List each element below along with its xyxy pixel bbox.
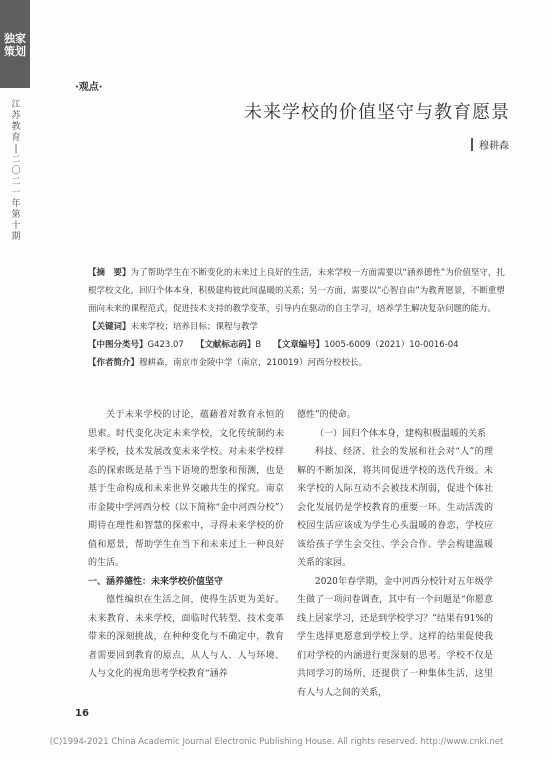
class-label: 【中图分类号】 xyxy=(88,340,148,350)
section-tag: ·观点· xyxy=(75,82,103,93)
article-no-value: 1005-6009（2021）10-0016-04 xyxy=(324,340,459,350)
journal-char: 苏 xyxy=(11,111,21,121)
journal-char: 年 xyxy=(11,199,21,209)
band-line-1: 独家 xyxy=(4,32,26,45)
journal-char: 十 xyxy=(11,221,21,231)
article-no-label: 【文章编号】 xyxy=(273,340,325,350)
author-divider xyxy=(471,138,473,151)
journal-char: 一 xyxy=(11,188,21,198)
journal-char: 育 xyxy=(11,133,21,143)
classification-line xyxy=(88,336,513,354)
body-paragraph: 关于未来学校的讨论，蕴藉着对教育永恒的思索。时代变化决定未来学校，文化传统制约未来学校，技术发展改变未来学校。对未来学校样态的探索既是基于当下语境的想象和预测，也是基于生命构成和未来世界交融共生的探究。南京市金陵中学河西分校（以下简称“金中河西分校”）期待在理性和智慧的探索中，寻得未来学校的价值和愿景，帮助学生在当下和未来过上一种良好的生活。 xyxy=(88,410,284,568)
journal-char: 第 xyxy=(11,210,21,220)
journal-char: 期 xyxy=(11,232,21,242)
journal-char: | xyxy=(14,144,18,154)
page-number: 16 xyxy=(75,708,89,719)
copyright-footer: (C)1994-2021 China Academic Journal Electronic Publishing House. All rights reserved. http://www.cnki.net xyxy=(49,737,504,747)
body-column-left xyxy=(88,406,284,684)
body-paragraph: 德性编织在生活之间，使得生活更为美好。未来教育、未来学校，面临时代转型、技术变革带来的深刻挑战，在种种变化与不确定中，教育者需要回到教育的原点，从人与人、人与环境、人与文化的视角思考学校教育“涵养 xyxy=(88,595,284,679)
body-paragraph: 2020年春学期，金中河西分校针对五年级学生做了一项问卷调查，其中有一个问题是“你愿意线上居家学习，还是到学校学习？”结果有91%的学生选择更愿意到学校上学。这样的结果促使我们对学校的内涵进行更深刻的思考。学校不仅是共同学习的场所，还提供了一种集体生活，这里有人与人之间的关系， xyxy=(297,576,493,698)
class-value: G423.07 xyxy=(147,340,184,350)
body-column-right xyxy=(297,406,493,702)
journal-char: 二 xyxy=(11,177,21,187)
journal-char: 江 xyxy=(11,100,21,110)
journal-char: 二 xyxy=(11,155,21,165)
abstract-label: 【摘 要】 xyxy=(88,268,131,278)
keywords-label: 【关键词】 xyxy=(88,322,131,332)
band-line-2: 策划 xyxy=(4,45,26,58)
author-intro-label: 【作者简介】 xyxy=(88,358,140,368)
body-paragraph: 科技、经济、社会的发展和社会对“人”的理解的不断加深，将共同促进学校的迭代升级。未来学校的人际互动不会被技术削弱，促进个体社会化发展仍是学校教育的重要一环。生动活泼的校园生活应该成为学生心头温暖的眷恋，学校应该给孩子学生会交往、学会合作、学会构建温暖关系的家园。 xyxy=(297,447,493,568)
section-heading: 一、涵养德性：未来学校价值坚守 xyxy=(88,576,224,587)
section-band xyxy=(0,0,30,88)
doc-value: B xyxy=(255,340,262,350)
subsection-heading: （一）回归个体本身，建构积极温暖的关系 xyxy=(315,428,487,439)
keywords-value: 未来学校；培养目标；课程与教学 xyxy=(130,322,259,332)
doc-label: 【文献标志码】 xyxy=(195,340,256,350)
journal-char: 教 xyxy=(11,122,21,132)
abstract-paragraph xyxy=(88,264,513,318)
journal-char: 〇 xyxy=(11,166,21,176)
abstract-text: 为了帮助学生在不断变化的未来过上良好的生活，未来学校一方面需要以“涵养德性”为价值坚守，扎根学校文化，回归个体本身，积极建构彼此间温暖的关系；另一方面，需要以“心智自由”为教育愿景，不断重塑面向未来的课程范式，促进技术支持的教学变革，引导内在驱动的自主学习，培养学生解决复杂问题的能力。 xyxy=(88,268,505,314)
author-block xyxy=(471,137,509,152)
author-intro-line xyxy=(88,354,513,372)
journal-name-vertical xyxy=(9,100,23,243)
abstract-block xyxy=(88,264,513,372)
author-intro-value: 穆耕森，南京市金陵中学（南京，210019）河西分校校长。 xyxy=(139,358,367,368)
keywords-line xyxy=(88,318,513,336)
band-label xyxy=(4,32,26,58)
article-title: 未来学校的价值坚守与教育愿景 xyxy=(244,102,510,123)
body-paragraph: 德性”的使命。 xyxy=(297,410,356,420)
author-name: 穆耕森 xyxy=(479,141,509,152)
